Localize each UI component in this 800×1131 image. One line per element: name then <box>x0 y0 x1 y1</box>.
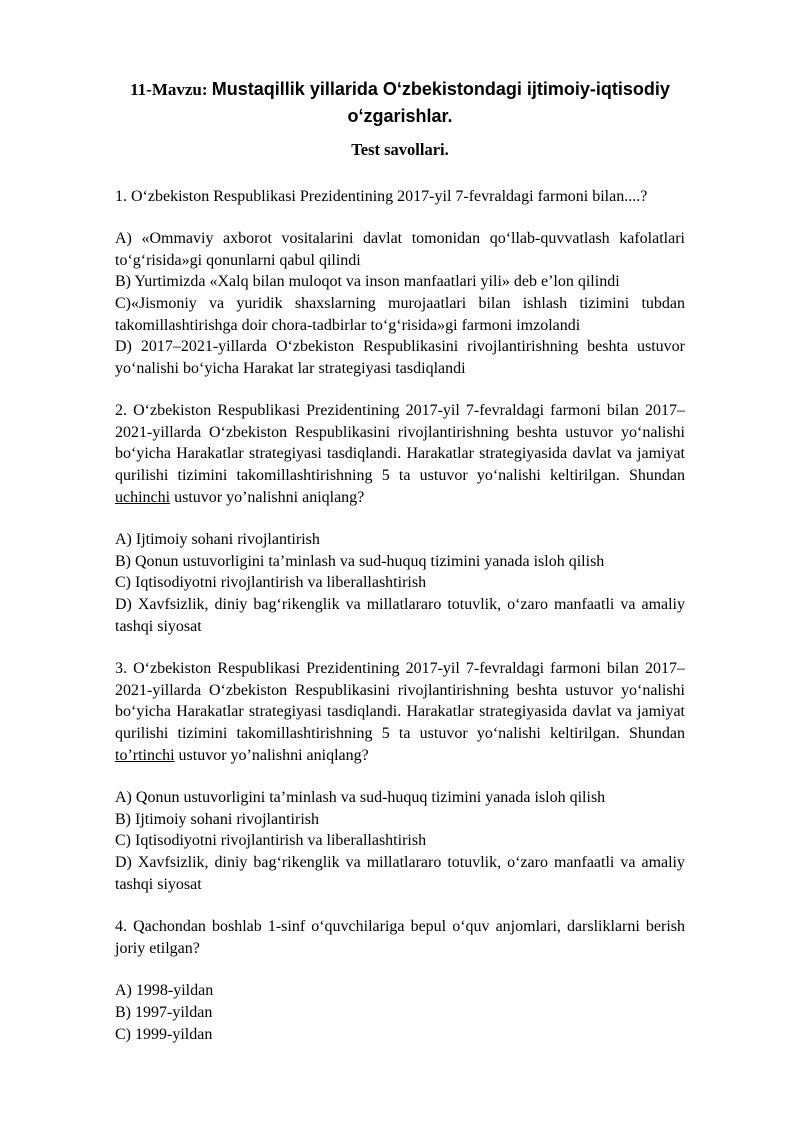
question-3-option-d: D) Xavfsizlik, diniy bag‘rikenglik va millatlararo totuvlik, o‘zaro manfaatli va amaliy tashqi siyosat <box>115 853 685 893</box>
question-2-option-d: D) Xavfsizlik, diniy bag‘rikenglik va millatlararo totuvlik, o‘zaro manfaatli va amaliy tashqi siyosat <box>115 596 685 635</box>
question-1-option-d: D) 2017–2021-yillarda O‘zbekiston Respublikasini rivojlantirishning beshta ustuvor yo‘nalishi bo‘yicha Harakat lar strategiyasi tasdiqlandi <box>115 338 685 377</box>
question-1-option-a: A) «Ommaviy axborot vositalarini davlat tomonidan qo‘llab-quvvatlash kafolatlari to‘g‘risida»gi qonunlarni qabul qilindi <box>115 230 685 269</box>
question-3-text-before: 3. O‘zbekiston Respublikasi Prezidentining 2017-yil 7-fevraldagi farmoni bilan 2017–2021-yillarda O‘zbekiston Respublikasini rivojlantirishning beshta ustuvor yo‘nalishi bo‘yicha Harakatlar strategiyasi tasdiqlandi. Harakatlar strategiyasida davlat va jamiyat qurilishi tizimini takomillashtirishning 5 ta ustuvor yo‘nalishi keltirilgan. Shundan <box>115 660 685 743</box>
question-2-text-before: 2. O‘zbekiston Respublikasi Prezidentining 2017-yil 7-fevraldagi farmoni bilan 2017–2021-yillarda O‘zbekiston Respublikasini rivojlantirishning beshta ustuvor yo‘nalishi bo‘yicha Harakatlar strategiyasi tasdiqlandi. Harakatlar strategiyasida davlat va jamiyat qurilishi tizimini takomillashtirishning 5 ta ustuvor yo‘nalishi keltirilgan. Shundan <box>115 402 685 485</box>
question-3-text-after: ustuvor yo’nalishni aniqlang? <box>174 746 369 764</box>
question-2-option-a: A) Ijtimoiy sohani rivojlantirish <box>115 531 320 549</box>
question-2-options <box>115 529 685 637</box>
question-1-options <box>115 228 685 379</box>
question-2-option-b: B) Qonun ustuvorligini ta’minlash va sud-huquq tizimini yanada isloh qilish <box>115 552 605 570</box>
question-1-option-b: B) Yurtimizda «Xalq bilan muloqot va inson manfaatlari yili» deb e’lon qilindi <box>115 273 620 291</box>
question-4-option-b: B) 1997-yildan <box>115 1003 213 1021</box>
question-4-option-a: A) 1998-yildan <box>115 982 214 1000</box>
title-main: Mustaqillik yillarida O‘zbekistondagi ijtimoiy-iqtisodiy o‘zgarishlar. <box>211 79 670 126</box>
question-4-text: 4. Qachondan boshlab 1-sinf o‘quvchilariga bepul o‘quv anjomlari, darsliklarni berish joriy etilgan? <box>115 918 685 957</box>
subtitle: Test savollari. <box>351 140 449 160</box>
question-1-text: 1. O‘zbekiston Respublikasi Prezidentining 2017-yil 7-fevraldagi farmoni bilan....? <box>115 187 648 205</box>
question-2-underlined-word: uchinchi <box>115 488 171 506</box>
question-3-options <box>115 787 685 895</box>
question-4-options <box>115 980 685 1045</box>
question-1-option-c: C)«Jismoniy va yuridik shaxslarning murojaatlari bilan ishlash tizimini tubdan takomillashtirishga doir chora-tadbirlar to‘g‘risida»gi farmoni imzolandi <box>115 294 685 334</box>
question-3-option-b: B) Ijtimoiy sohani rivojlantirish <box>115 810 319 828</box>
question-3-text <box>115 658 685 766</box>
question-3-underlined-word: to’rtinchi <box>115 746 175 764</box>
question-3-option-a: A) Qonun ustuvorligini ta’minlash va sud-huquq tizimini yanada isloh qilish <box>115 789 606 807</box>
question-3-option-c: C) Iqtisodiyotni rivojlantirish va liberallashtirish <box>115 832 427 850</box>
question-2-text <box>115 400 685 508</box>
question-2-text-after: ustuvor yo’nalishni aniqlang? <box>170 488 365 506</box>
question-2-option-c: C) Iqtisodiyotni rivojlantirish va liberallashtirish <box>115 574 427 592</box>
page-title <box>115 76 685 129</box>
title-prefix: 11-Mavzu: <box>130 80 208 99</box>
question-4-option-c: C) 1999-yildan <box>115 1025 213 1043</box>
